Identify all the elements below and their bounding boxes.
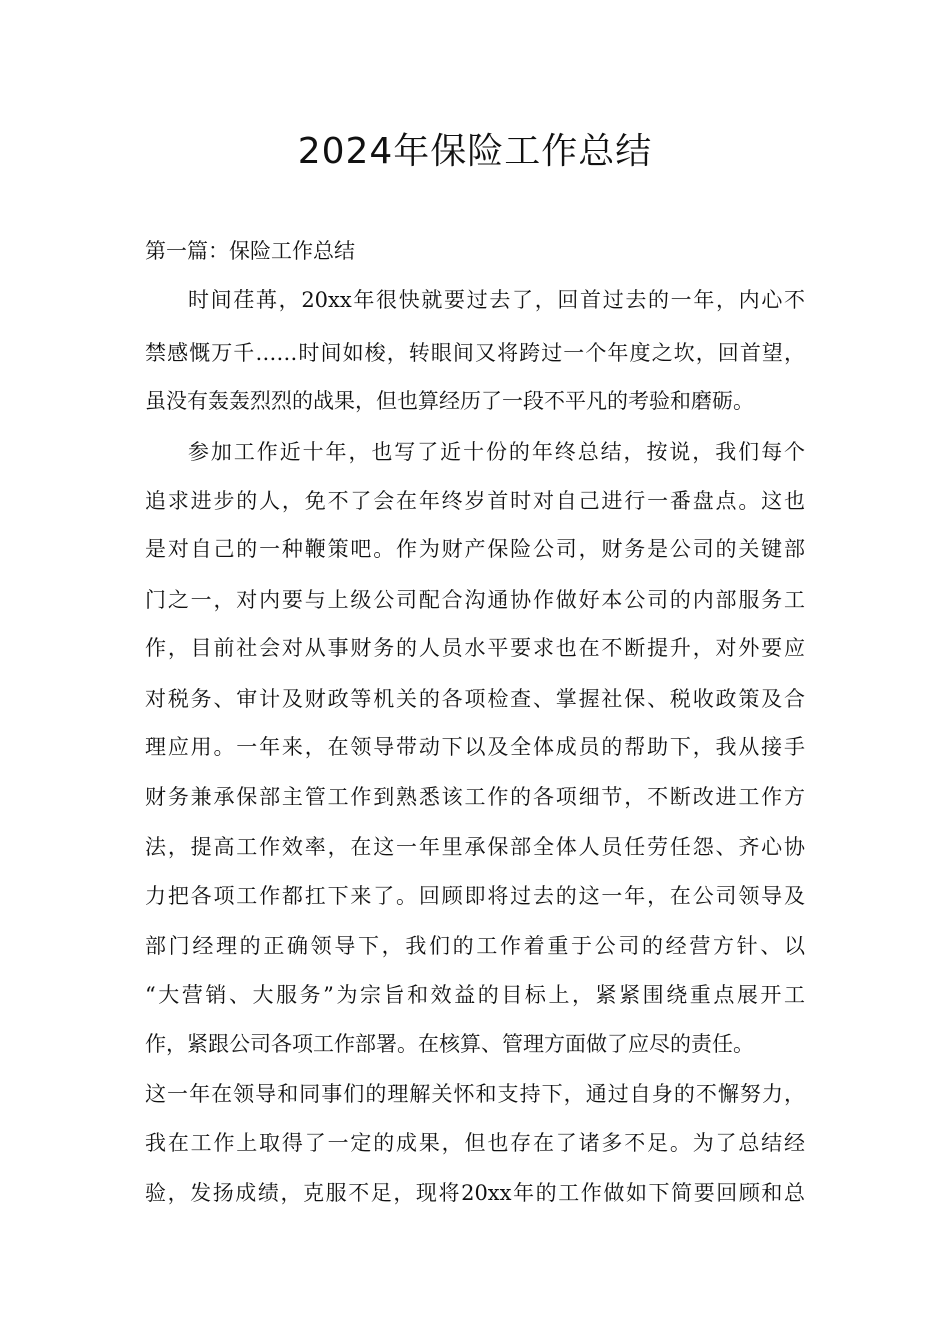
paragraph-line: “大营销、大服务”为宗旨和效益的目标上，紧紧围绕重点展开工 — [145, 983, 805, 1007]
paragraph-line: 虽没有轰轰烈烈的战果，但也算经历了一段不平凡的考验和磨砺。 — [145, 389, 754, 413]
paragraph-line: 财务兼承保部主管工作到熟悉该工作的各项细节，不断改进工作方 — [145, 785, 805, 809]
section-heading: 第一篇：保险工作总结 — [145, 239, 355, 263]
paragraph-line: 追求进步的人，免不了会在年终岁首时对自己进行一番盘点。这也 — [145, 489, 805, 513]
paragraph-line: 门之一，对内要与上级公司配合沟通协作做好本公司的内部服务工 — [145, 588, 805, 612]
paragraph-line: 这一年在领导和同事们的理解关怀和支持下，通过自身的不懈努力， — [145, 1082, 805, 1106]
paragraph-line: 力把各项工作都扛下来了。回顾即将过去的这一年，在公司领导及 — [145, 884, 805, 908]
paragraph-line: 作，目前社会对从事财务的人员水平要求也在不断提升，对外要应 — [145, 636, 805, 660]
paragraph-line: 参加工作近十年，也写了近十份的年终总结，按说，我们每个 — [188, 440, 805, 464]
paragraph-line: 部门经理的正确领导下，我们的工作着重于公司的经营方针、以 — [145, 934, 805, 958]
paragraph-line: 对税务、审计及财政等机关的各项检查、掌握社保、税收政策及合 — [145, 687, 805, 711]
paragraph-line: 禁感慨万千……时间如梭，转眼间又将跨过一个年度之坎，回首望， — [145, 341, 805, 365]
paragraph-line: 时间荏苒，20xx年很快就要过去了，回首过去的一年，内心不 — [188, 288, 805, 312]
document-title: 2024年保险工作总结 — [297, 131, 653, 172]
paragraph-line: 是对自己的一种鞭策吧。作为财产保险公司，财务是公司的关键部 — [145, 537, 805, 561]
paragraph-line: 理应用。一年来，在领导带动下以及全体成员的帮助下，我从接手 — [145, 735, 805, 759]
paragraph-line: 法，提高工作效率，在这一年里承保部全体人员任劳任怨、齐心协 — [145, 835, 805, 859]
paragraph-line: 我在工作上取得了一定的成果，但也存在了诸多不足。为了总结经 — [145, 1131, 805, 1155]
paragraph-line: 作，紧跟公司各项工作部署。在核算、管理方面做了应尽的责任。 — [145, 1032, 754, 1056]
paragraph-line: 验，发扬成绩，克服不足，现将20xx年的工作做如下简要回顾和总 — [145, 1181, 805, 1205]
